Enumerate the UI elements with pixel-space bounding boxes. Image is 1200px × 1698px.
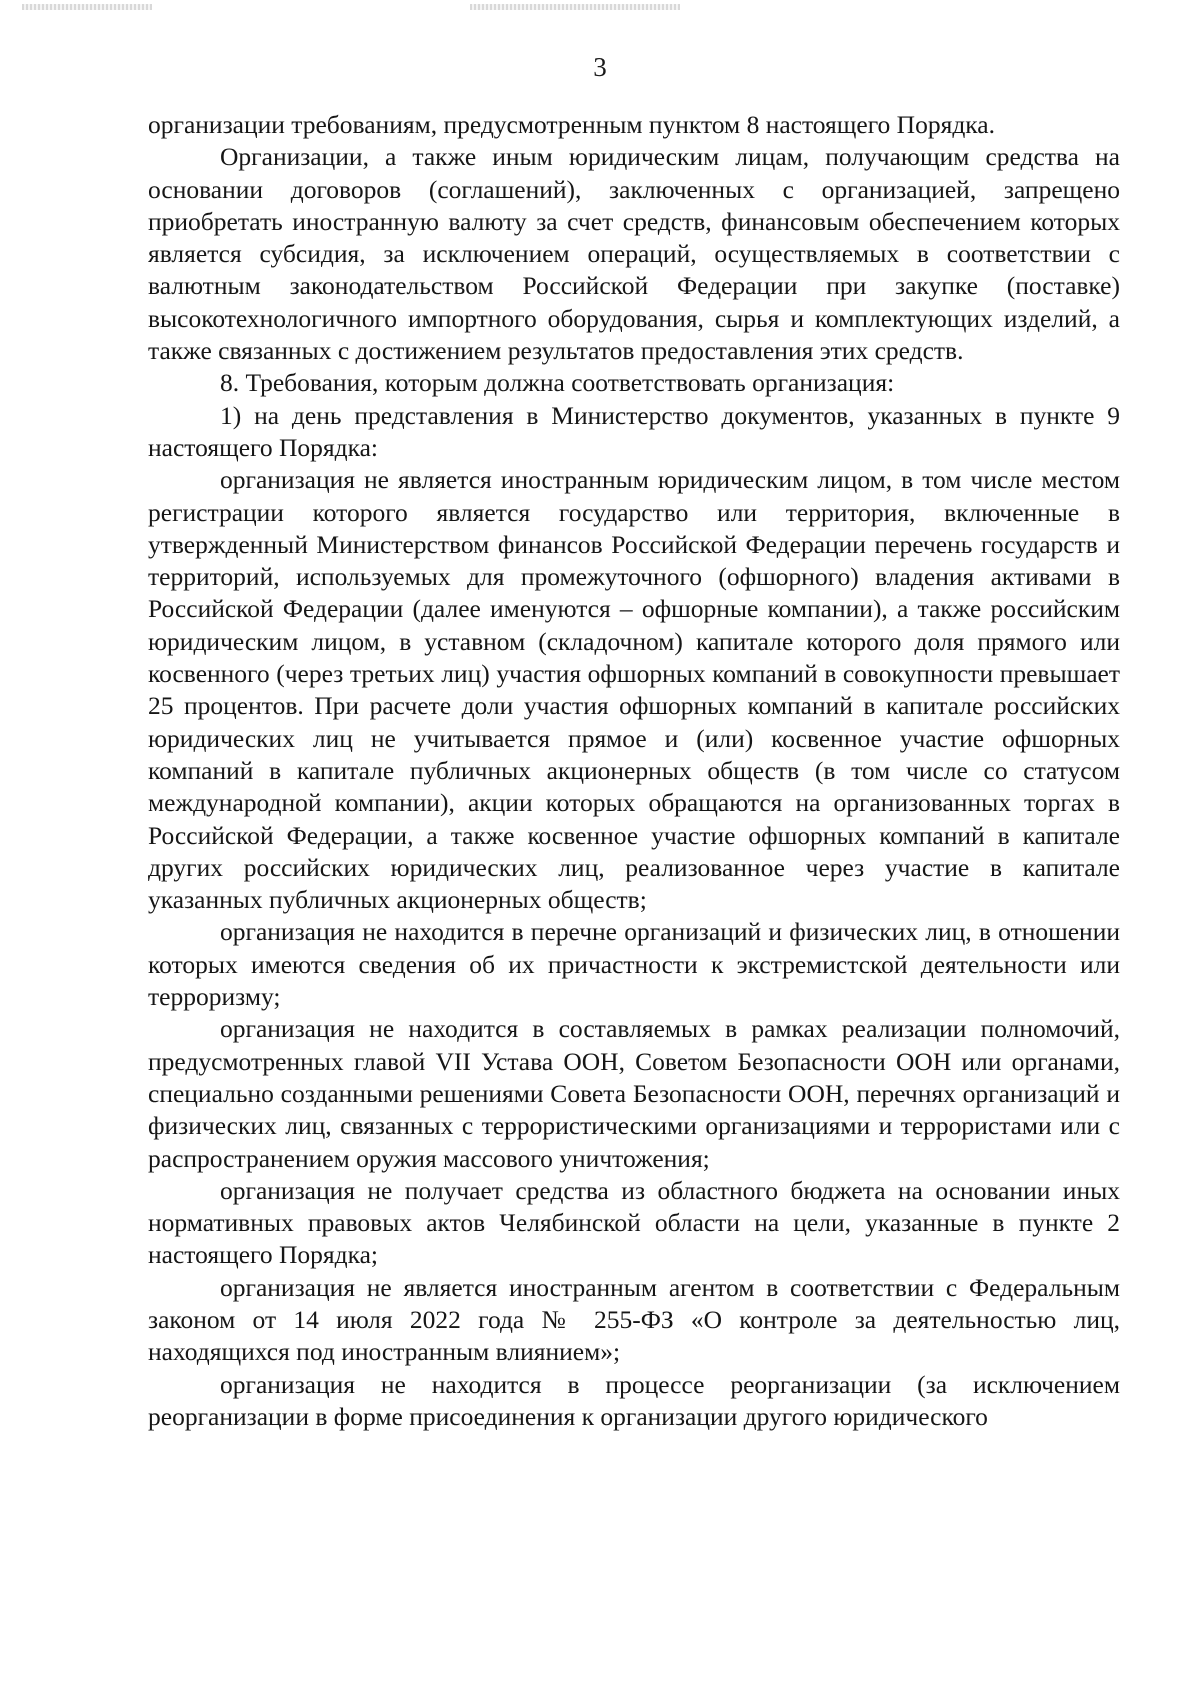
page-number: 3 (593, 52, 607, 82)
paragraph-currency-ban: Организации, а также иным юридическим лицам, получающим средства на основании договоров (соглашений), заключенных с организацией, запрещено приобретать иностранную валюту за счет средств, финансовым обеспечением которых является субсидия, за исключением операций, осуществляемых в соответствии с валютным законодательством Российской Федерации при закупке (поставке) высокотехнологичного импортного оборудования, сырья и комплектующих изделий, а также связанных с достижением результатов предоставления этих средств. (148, 142, 1120, 366)
scan-artifact (470, 4, 680, 10)
paragraph-regional-budget: организация не получает средства из областного бюджета на основании иных нормативных правовых актов Челябинской области на цели, указанные в пункте 2 настоящего Порядка; (148, 1175, 1120, 1270)
paragraph-un-lists: организация не находится в составляемых в рамках реализации полномочий, предусмотренных главой VII Устава ООН, Советом Безопасности ООН или органами, специально созданными решениями Совета Безопасности ООН, перечнях организаций и физических лиц, связанных с террористическими организациями и террористами или с распространением оружия массового уничтожения; (148, 1014, 1120, 1173)
paragraph-subitem-1: 1) на день представления в Министерство документов, указанных в пункте 9 настоящего Порядка: (148, 400, 1120, 462)
document-body (148, 109, 1120, 1433)
paragraph-foreign-agent: организация не является иностранным агентом в соответствии с Федеральным законом от 14 июля 2022 года № 255-ФЗ «О контроле за деятельностью лиц, находящихся под иностранным влиянием»; (148, 1272, 1120, 1367)
paragraph-extremism: организация не находится в перечне организаций и физических лиц, в отношении которых имеются сведения об их причастности к экстремистской деятельности или терроризму; (148, 917, 1120, 1012)
paragraph-offshore: организация не является иностранным юридическим лицом, в том числе местом регистрации которого является государство или территория, включенные в утвержденный Министерством финансов Российской Федерации перечень государств и территорий, используемых для промежуточного (офшорного) владения активами в Российской Федерации (далее именуются – офшорные компании), а также российским юридическим лицом, в уставном (складочном) капитале которого доля прямого или косвенного (через третьих лиц) участия офшорных компаний в совокупности превышает 25 процентов. При расчете доли участия офшорных компаний в капитале российских юридических лиц не учитывается прямое и (или) косвенное участие офшорных компаний в капитале публичных акционерных обществ (в том числе со статусом международной компании), акции которых обращаются на организованных торгах в Российской Федерации, а также косвенное участие офшорных компаний в капитале других российских юридических лиц, реализованное через участие в капитале указанных публичных акционерных обществ; (148, 465, 1120, 915)
paragraph-continuation: организации требованиям, предусмотренным пунктом 8 настоящего Порядка. (148, 110, 995, 139)
paragraph-item-8: 8. Требования, которым должна соответствовать организация: (220, 368, 895, 398)
scan-artifact (22, 4, 152, 10)
paragraph-reorganization: организация не находится в процессе реорганизации (за исключением реорганизации в форме присоединения к организации другого юридического (148, 1369, 1120, 1431)
